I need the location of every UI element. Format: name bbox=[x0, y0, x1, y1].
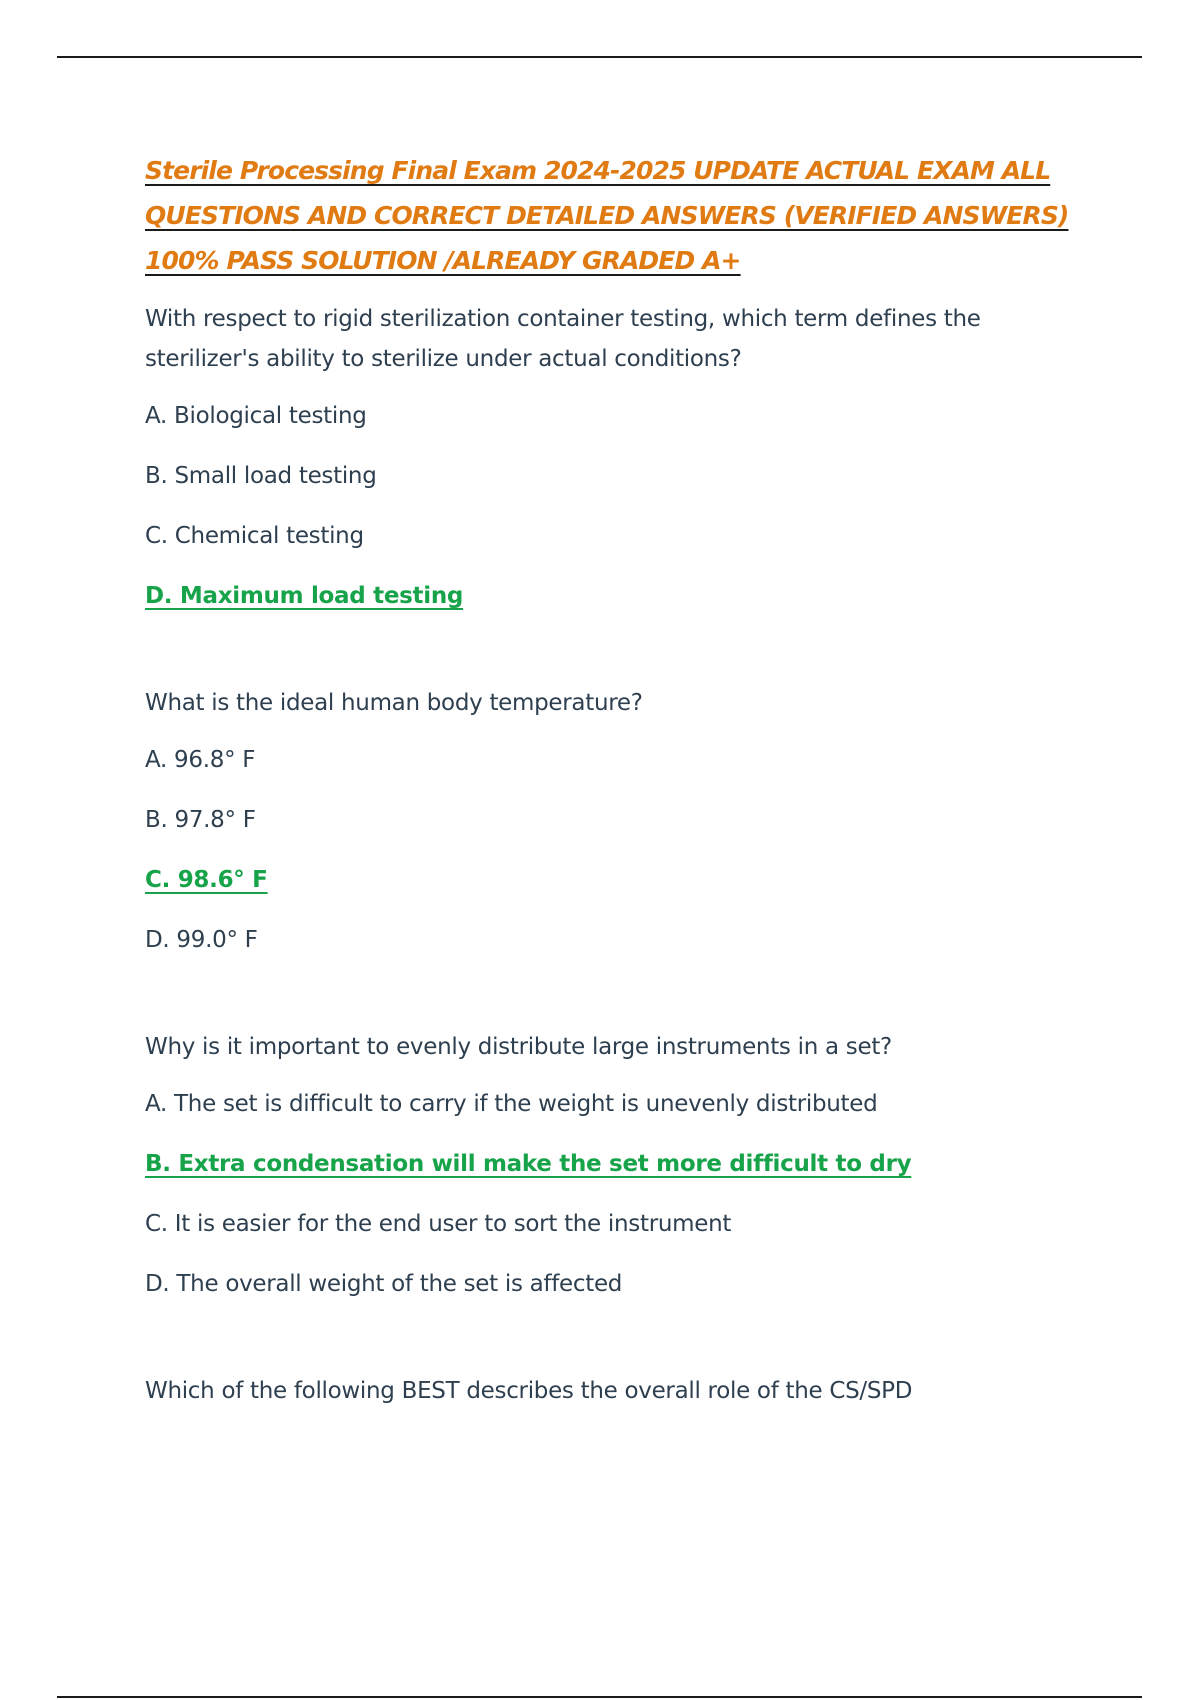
question-block-1 bbox=[145, 299, 1085, 615]
option-c: C. Chemical testing bbox=[145, 523, 364, 549]
option-a: A. The set is difficult to carry if the weight is unevenly distributed bbox=[145, 1091, 878, 1117]
option-d: D. The overall weight of the set is affected bbox=[145, 1271, 623, 1297]
option-c: C. It is easier for the end user to sort the instrument bbox=[145, 1211, 732, 1237]
option-d: D. 99.0° F bbox=[145, 927, 258, 953]
option-b: B. 97.8° F bbox=[145, 807, 256, 833]
document-title: Sterile Processing Final Exam 2024-2025 UPDATE ACTUAL EXAM ALL QUESTIONS AND CORRECT DETAILED ANSWERS (VERIFIED ANSWERS) 100% PASS SOLUTION /ALREADY GRADED A+ bbox=[145, 156, 1069, 275]
option-b: B. Small load testing bbox=[145, 463, 377, 489]
top-rule bbox=[57, 56, 1142, 58]
page-content bbox=[145, 148, 1085, 1429]
question-block-2 bbox=[145, 683, 1085, 959]
question-block-4 bbox=[145, 1371, 1085, 1411]
bottom-rule bbox=[57, 1696, 1142, 1698]
correct-answer-option-d: D. Maximum load testing bbox=[145, 583, 464, 609]
correct-answer-option-b: B. Extra condensation will make the set more difficult to dry bbox=[145, 1151, 912, 1177]
question-text: Which of the following BEST describes the overall role of the CS/SPD bbox=[145, 1378, 913, 1404]
question-block-3 bbox=[145, 1027, 1085, 1303]
option-a: A. 96.8° F bbox=[145, 747, 256, 773]
question-text: Why is it important to evenly distribute large instruments in a set? bbox=[145, 1034, 892, 1060]
option-a: A. Biological testing bbox=[145, 403, 367, 429]
question-text: What is the ideal human body temperature? bbox=[145, 690, 643, 716]
question-text: With respect to rigid sterilization container testing, which term defines the sterilizer's ability to sterilize under actual conditions? bbox=[145, 306, 981, 372]
correct-answer-option-c: C. 98.6° F bbox=[145, 867, 268, 893]
